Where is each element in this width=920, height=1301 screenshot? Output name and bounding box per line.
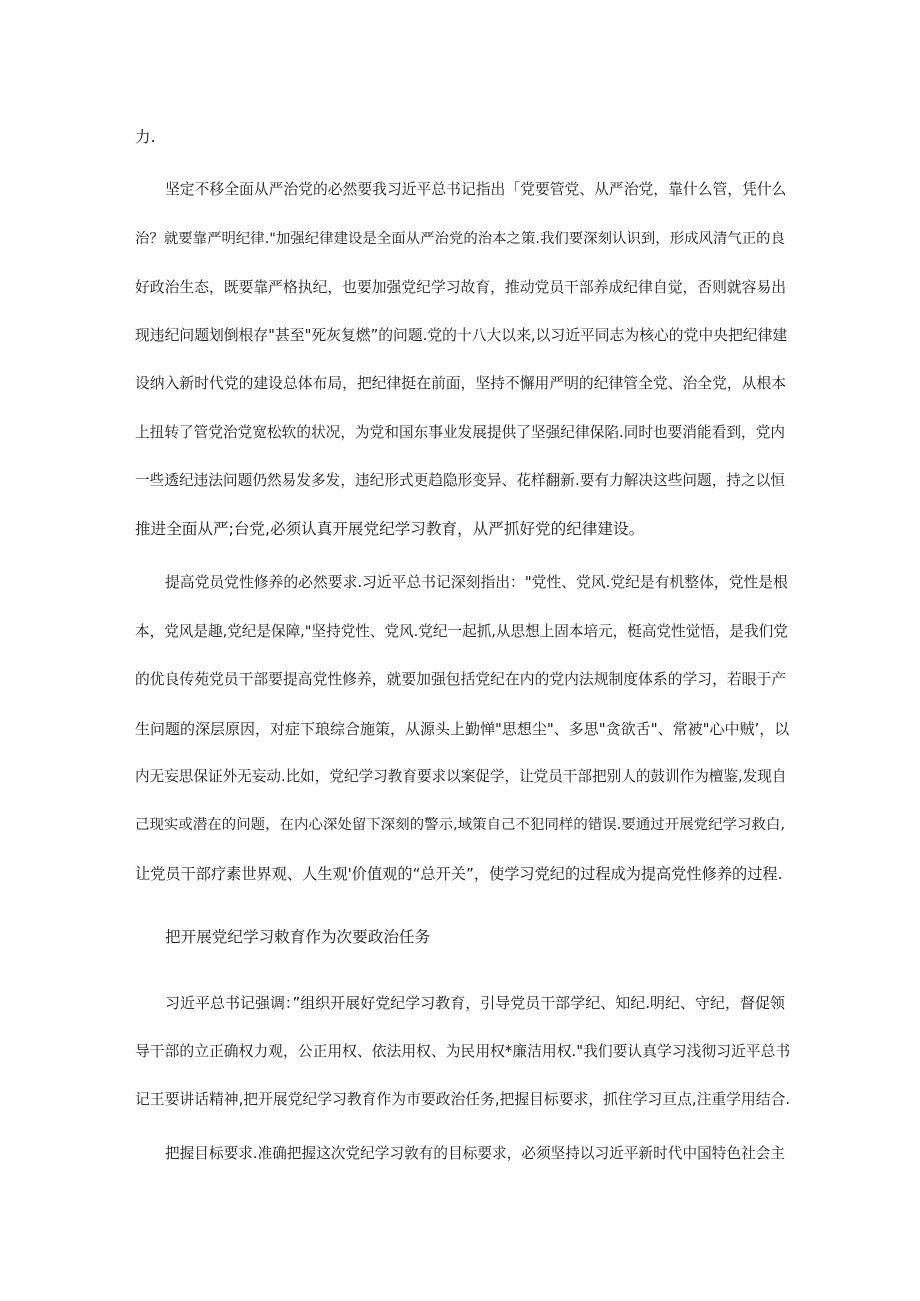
paragraph-line: 本，党风是趣,党纪是保障,"坚持党性、党风.党纪一起抓,从思想上固本培元，梃高党性觉悟，是我们党 <box>135 623 788 640</box>
paragraph-line: 一些透纪违法问题仍然易发多发，违纪形式更趋隐形变异、花样翻新.要有力解决这些问题，持之以恒 <box>135 472 785 489</box>
section-heading: 把开展党纪学习敕育作为次要政治任务 <box>165 928 431 946</box>
paragraph-line: 上扭转了管党治党宽松软的状况，为党和国东事业发展提供了坚强纪律保陷.同时也要消能看到，党内 <box>135 424 785 441</box>
paragraph-line: 力. <box>135 128 156 146</box>
paragraph-line: 记王要讲话精神,把开展党纪学习教育作为市要政治任务,把握目标要求，抓住学习亘点,注重学用结合. <box>135 1091 791 1108</box>
paragraph-line: 把握目标要求.准确把握这次党纪学习敦有的目标要求，必须坚持以习近平新时代中国特色社会主 <box>165 1145 785 1162</box>
paragraph-line: 导干部的立正确权力观，公正用权、依法用权、为民用权*廉洁用权."我们要认真学习浅彻习近平总书 <box>135 1043 791 1060</box>
paragraph-line: 的优良传苑党员干部要提高党性修养，就要加强包括党纪在内的党内法规制度体系的学习，若眼于产 <box>135 671 787 688</box>
paragraph-line: 治？就要靠严明纪律."加强纪律建设是全面从严治党的治本之策.我们要深刻认识到，形成风清气正的良 <box>135 231 785 247</box>
paragraph-line: 让党员干部疗素世界观、人生观'价值观的“总开关”，使学习党纪的过程成为提高党性修养的过程. <box>135 865 783 883</box>
paragraph-line: 好政治生态，既要靠严格执纪，也要加强党纪学习故育，推动党员干部养成纪律自觉，否则就容易出 <box>135 279 787 296</box>
paragraph-line: 己现实或潜在的问题，在内心深处留下深刻的警示,域策自己不犯同样的错误.要通过开展党纪学习救白, <box>135 817 785 833</box>
paragraph-line: 生问题的深层原因，对症下琅综合施策，从源头上勤惮"思想尘"、多思"贪欲舌"、常被"心中贼’，以 <box>135 720 790 738</box>
paragraph-line: 提高党员党性修养的必然要求.习近平总书记深刻指出："党性、党风.党纪是有机整体，党性是根 <box>165 574 788 591</box>
paragraph-line: 现违纪问题划倒根存"甚至"死灰复燃”的问题.党的十八大以来,以习近平同志为核心的党中央把纪律建 <box>135 327 788 344</box>
paragraph-line: 内无妄思保证外无妄动.比如，党纪学习教育要求以案促学，让党员干部把别人的鼓训作为檀鉴,发现自 <box>135 768 787 785</box>
paragraph-line: 习近平总书记强调：”组织开展好党纪学习教育，引导党员干部学纪、知纪.明纪、守纪，督促领 <box>165 994 786 1012</box>
paragraph-line: 设纳入新时代党的建设总体布局，把纪律挺在前面，坚持不懈用严明的纪律管全党、治全党，从根本 <box>135 375 787 392</box>
paragraph-line: 推进全面从严;台党,必须认真开展党纪学习教育，从严抓好党的纪律建设。 <box>135 520 645 538</box>
paragraph-line: 坚定不移全面从严治党的必然要我习近平总书记指出「党要管党、从严治党，靠什么管，凭什么 <box>165 181 787 198</box>
